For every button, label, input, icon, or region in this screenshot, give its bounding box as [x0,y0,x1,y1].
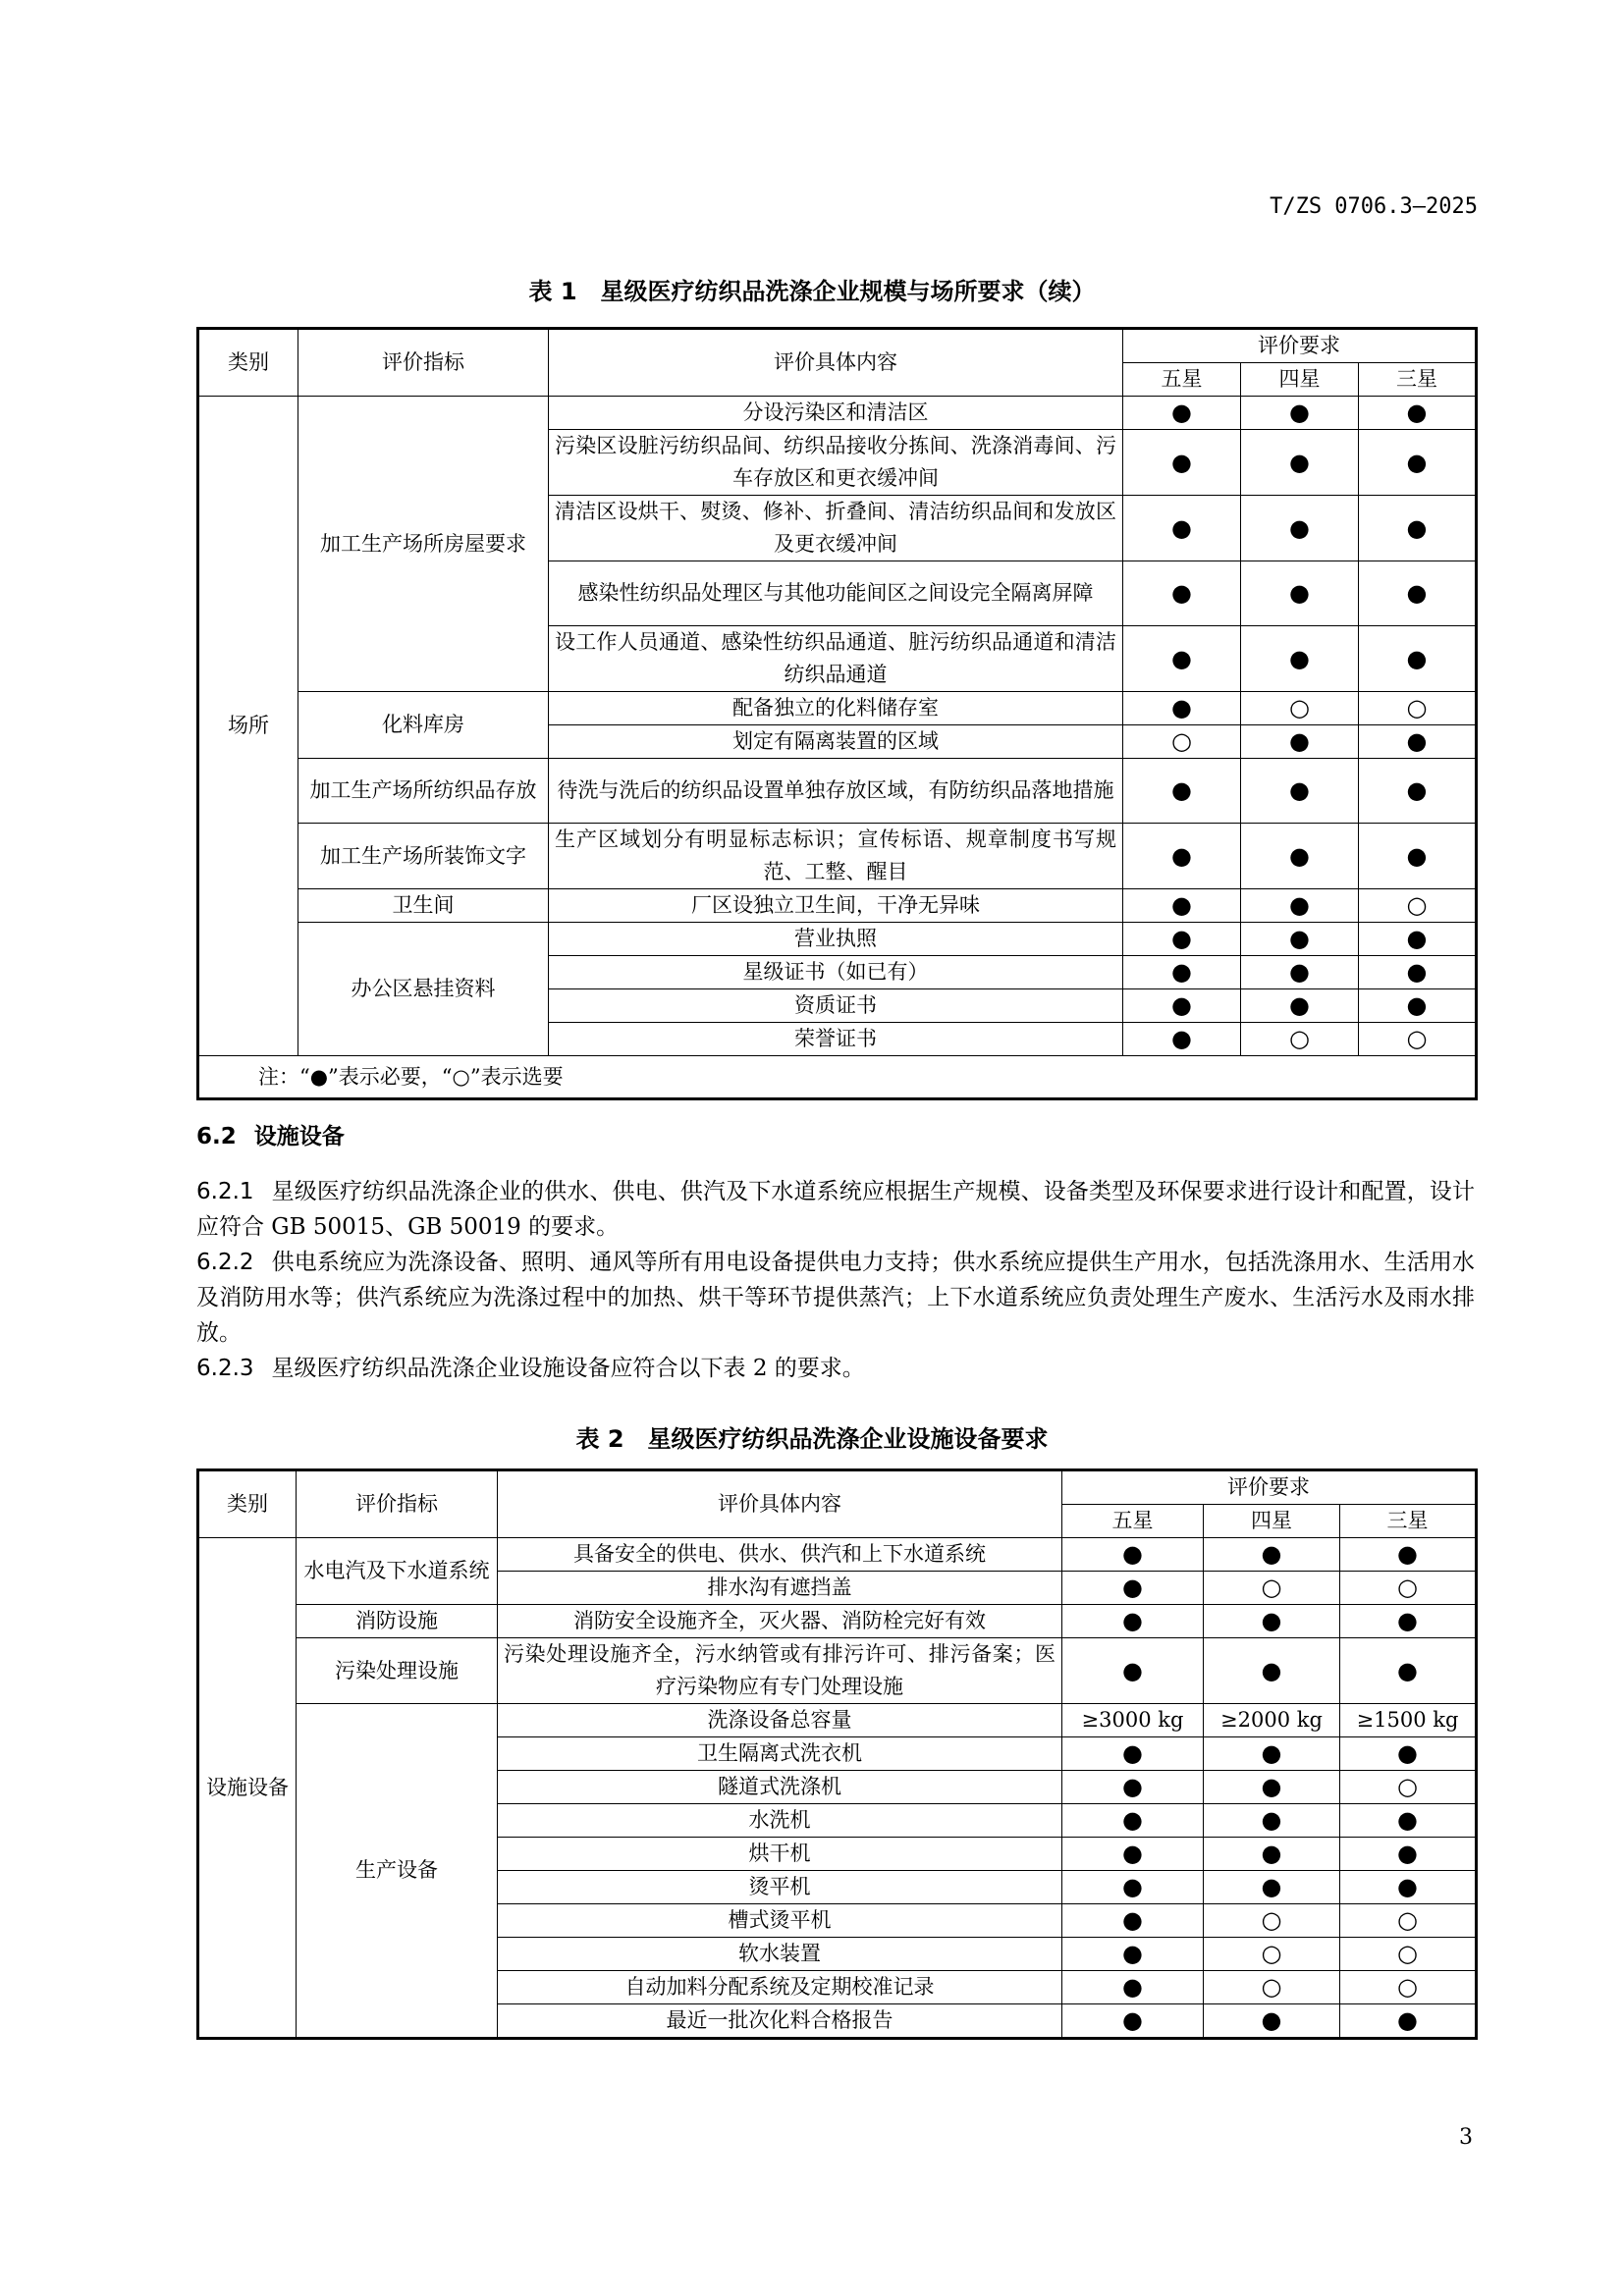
three-star-cell: ● [1359,626,1477,692]
header-four-star: 四星 [1204,1505,1340,1538]
five-star-cell: ● [1123,989,1241,1023]
four-star-cell: ● [1204,1871,1340,1904]
note-row [198,1056,1477,1099]
indicator-cell: 办公区悬挂资料 [298,923,549,1056]
content-cell: 软水装置 [498,1938,1062,1971]
section-heading-number: 6.2 [196,1124,237,1149]
three-star-cell: ● [1359,561,1477,626]
clause-number: 6.2.2 [196,1250,254,1275]
three-star-cell: ○ [1340,1938,1477,1971]
clause-text: 星级医疗纺织品洗涤企业的供水、供电、供汽及下水道系统应根据生产规模、设备类型及环保要求进行设计和配置，设计应符合 GB 50015、GB 50019 的要求。 [196,1179,1475,1240]
section-heading-title: 设施设备 [253,1124,345,1149]
four-star-cell: ○ [1204,1572,1340,1605]
five-star-cell: ● [1062,1804,1204,1838]
four-star-cell: ● [1241,824,1359,889]
content-cell: 隧道式洗涤机 [498,1771,1062,1804]
four-star-cell: ○ [1241,692,1359,725]
table-row [198,759,1477,824]
section-heading [196,1119,1475,1154]
content-cell: 配备独立的化料储存室 [549,692,1123,725]
five-star-cell: ≥3000 kg [1062,1704,1204,1737]
table-row [198,889,1477,923]
content-cell: 营业执照 [549,923,1123,956]
three-star-cell: ○ [1340,1572,1477,1605]
content-cell: 槽式烫平机 [498,1904,1062,1938]
five-star-cell: ● [1062,1572,1204,1605]
clause-paragraph [196,1351,1475,1386]
five-star-cell: ● [1062,1737,1204,1771]
four-star-cell: ● [1241,496,1359,561]
four-star-cell: ● [1204,1538,1340,1572]
page-number: 3 [1459,2125,1473,2150]
four-star-cell: ● [1204,1838,1340,1871]
five-star-cell: ○ [1123,725,1241,759]
three-star-cell: ● [1359,397,1477,430]
four-star-cell: ○ [1204,1971,1340,2004]
three-star-cell: ● [1359,496,1477,561]
header-requirement: 评价要求 [1123,329,1477,363]
four-star-cell: ○ [1204,1938,1340,1971]
table2-caption-no: 表 2 [575,1425,624,1453]
three-star-cell: ● [1359,725,1477,759]
content-cell: 设工作人员通道、感染性纺织品通道、脏污纺织品通道和清洁纺织品通道 [549,626,1123,692]
indicator-cell: 加工生产场所房屋要求 [298,397,549,692]
three-star-cell: ● [1340,1737,1477,1771]
clause-text: 星级医疗纺织品洗涤企业设施设备应符合以下表 2 的要求。 [271,1356,865,1381]
content-cell: 感染性纺织品处理区与其他功能间区之间设完全隔离屏障 [549,561,1123,626]
four-star-cell: ● [1241,725,1359,759]
three-star-cell: ● [1359,989,1477,1023]
four-star-cell: ● [1241,561,1359,626]
table-note: 注：“●”表示必要，“○”表示选要 [198,1056,1477,1099]
header-content: 评价具体内容 [498,1470,1062,1538]
three-star-cell: ● [1359,824,1477,889]
three-star-cell: ○ [1340,1771,1477,1804]
five-star-cell: ● [1062,1771,1204,1804]
four-star-cell: ● [1241,889,1359,923]
table-row [198,923,1477,956]
content-cell: 荣誉证书 [549,1023,1123,1056]
three-star-cell: ● [1359,430,1477,496]
header-four-star: 四星 [1241,363,1359,397]
table2 [196,1468,1478,2040]
five-star-cell: ● [1123,889,1241,923]
table-row [198,397,1477,430]
content-cell: 污染处理设施齐全，污水纳管或有排污许可、排污备案；医疗污染物应有专门处理设施 [498,1638,1062,1704]
four-star-cell: ● [1241,397,1359,430]
five-star-cell: ● [1123,759,1241,824]
content-cell: 最近一批次化料合格报告 [498,2004,1062,2039]
clause-paragraph [196,1174,1475,1245]
content-cell: 清洁区设烘干、熨烫、修补、折叠间、清洁纺织品间和发放区及更衣缓冲间 [549,496,1123,561]
table-row [198,824,1477,889]
content-cell: 划定有隔离装置的区域 [549,725,1123,759]
header-indicator: 评价指标 [298,329,549,397]
content-cell: 自动加料分配系统及定期校准记录 [498,1971,1062,2004]
indicator-cell: 消防设施 [297,1605,498,1638]
five-star-cell: ● [1123,496,1241,561]
three-star-cell: ○ [1359,692,1477,725]
content-cell: 待洗与洗后的纺织品设置单独存放区域，有防纺织品落地措施 [549,759,1123,824]
header-requirement: 评价要求 [1062,1470,1477,1505]
four-star-cell: ● [1204,2004,1340,2039]
header-category: 类别 [198,329,298,397]
table-row [198,1538,1477,1572]
header-five-star: 五星 [1123,363,1241,397]
three-star-cell: ○ [1359,889,1477,923]
five-star-cell: ● [1062,2004,1204,2039]
content-cell: 烘干机 [498,1838,1062,1871]
three-star-cell: ○ [1340,1904,1477,1938]
five-star-cell: ● [1123,923,1241,956]
indicator-cell: 加工生产场所装饰文字 [298,824,549,889]
table1-caption-no: 表 1 [528,278,577,305]
indicator-cell: 生产设备 [297,1704,498,2039]
three-star-cell: ● [1340,1804,1477,1838]
content-cell: 资质证书 [549,989,1123,1023]
header-five-star: 五星 [1062,1505,1204,1538]
three-star-cell: ● [1340,1838,1477,1871]
four-star-cell: ○ [1241,1023,1359,1056]
header-row [198,329,1477,363]
content-cell: 烫平机 [498,1871,1062,1904]
four-star-cell: ● [1241,989,1359,1023]
five-star-cell: ● [1062,1904,1204,1938]
clause-paragraph [196,1245,1475,1351]
category-cell: 设施设备 [198,1538,297,2039]
five-star-cell: ● [1062,1971,1204,2004]
content-cell: 水洗机 [498,1804,1062,1838]
standard-number: T/ZS 0706.3—2025 [1270,194,1478,219]
four-star-cell: ● [1204,1605,1340,1638]
three-star-cell: ● [1340,1538,1477,1572]
four-star-cell: ● [1241,759,1359,824]
five-star-cell: ● [1062,1605,1204,1638]
header-row [198,1470,1477,1505]
four-star-cell: ● [1241,923,1359,956]
five-star-cell: ● [1123,1023,1241,1056]
indicator-cell: 水电汽及下水道系统 [297,1538,498,1605]
four-star-cell: ● [1241,956,1359,989]
content-cell: 卫生隔离式洗衣机 [498,1737,1062,1771]
content-cell: 分设污染区和清洁区 [549,397,1123,430]
four-star-cell: ● [1241,430,1359,496]
four-star-cell: ○ [1204,1904,1340,1938]
five-star-cell: ● [1062,1938,1204,1971]
three-star-cell: ≥1500 kg [1340,1704,1477,1737]
indicator-cell: 加工生产场所纺织品存放 [298,759,549,824]
three-star-cell: ● [1340,1605,1477,1638]
content-cell: 厂区设独立卫生间，干净无异味 [549,889,1123,923]
content-cell: 生产区域划分有明显标志标识；宣传标语、规章制度书写规范、工整、醒目 [549,824,1123,889]
clause-text: 供电系统应为洗涤设备、照明、通风等所有用电设备提供电力支持；供水系统应提供生产用水，包括洗涤用水、生活用水及消防用水等；供汽系统应为洗涤过程中的加热、烘干等环节提供蒸汽；上下水道系统应负责处理生产废水、生活污水及雨水排放。 [196,1250,1475,1346]
three-star-cell: ○ [1359,1023,1477,1056]
four-star-cell: ● [1204,1737,1340,1771]
content-cell: 排水沟有遮挡盖 [498,1572,1062,1605]
table-row [198,1605,1477,1638]
table1-caption [0,272,1624,306]
indicator-cell: 污染处理设施 [297,1638,498,1704]
header-category: 类别 [198,1470,297,1538]
four-star-cell: ≥2000 kg [1204,1704,1340,1737]
category-cell: 场所 [198,397,298,1056]
five-star-cell: ● [1123,692,1241,725]
three-star-cell: ○ [1340,1971,1477,2004]
content-cell: 污染区设脏污纺织品间、纺织品接收分拣间、洗涤消毒间、污车存放区和更衣缓冲间 [549,430,1123,496]
table1 [196,327,1478,1100]
header-indicator: 评价指标 [297,1470,498,1538]
five-star-cell: ● [1062,1838,1204,1871]
three-star-cell: ● [1359,923,1477,956]
content-cell: 洗涤设备总容量 [498,1704,1062,1737]
five-star-cell: ● [1062,1538,1204,1572]
header-three-star: 三星 [1340,1505,1477,1538]
five-star-cell: ● [1123,561,1241,626]
four-star-cell: ● [1204,1804,1340,1838]
four-star-cell: ● [1204,1638,1340,1704]
table-row [198,692,1477,725]
five-star-cell: ● [1123,430,1241,496]
three-star-cell: ● [1340,1871,1477,1904]
five-star-cell: ● [1062,1638,1204,1704]
three-star-cell: ● [1359,759,1477,824]
indicator-cell: 卫生间 [298,889,549,923]
four-star-cell: ● [1204,1771,1340,1804]
five-star-cell: ● [1123,956,1241,989]
three-star-cell: ● [1340,2004,1477,2039]
content-cell: 消防安全设施齐全，灭火器、消防栓完好有效 [498,1605,1062,1638]
table2-caption-title: 星级医疗纺织品洗涤企业设施设备要求 [647,1425,1049,1453]
three-star-cell: ● [1359,956,1477,989]
table2-caption [0,1419,1624,1454]
content-cell: 具备安全的供电、供水、供汽和上下水道系统 [498,1538,1062,1572]
indicator-cell: 化料库房 [298,692,549,759]
five-star-cell: ● [1123,626,1241,692]
five-star-cell: ● [1062,1871,1204,1904]
clause-number: 6.2.3 [196,1356,254,1381]
header-content: 评价具体内容 [549,329,1123,397]
content-cell: 星级证书（如已有） [549,956,1123,989]
clause-number: 6.2.1 [196,1179,254,1204]
three-star-cell: ● [1340,1638,1477,1704]
four-star-cell: ● [1241,626,1359,692]
five-star-cell: ● [1123,824,1241,889]
five-star-cell: ● [1123,397,1241,430]
table1-caption-title: 星级医疗纺织品洗涤企业规模与场所要求（续） [600,278,1096,305]
table-row [198,1638,1477,1704]
table-row [198,1704,1477,1737]
header-three-star: 三星 [1359,363,1477,397]
